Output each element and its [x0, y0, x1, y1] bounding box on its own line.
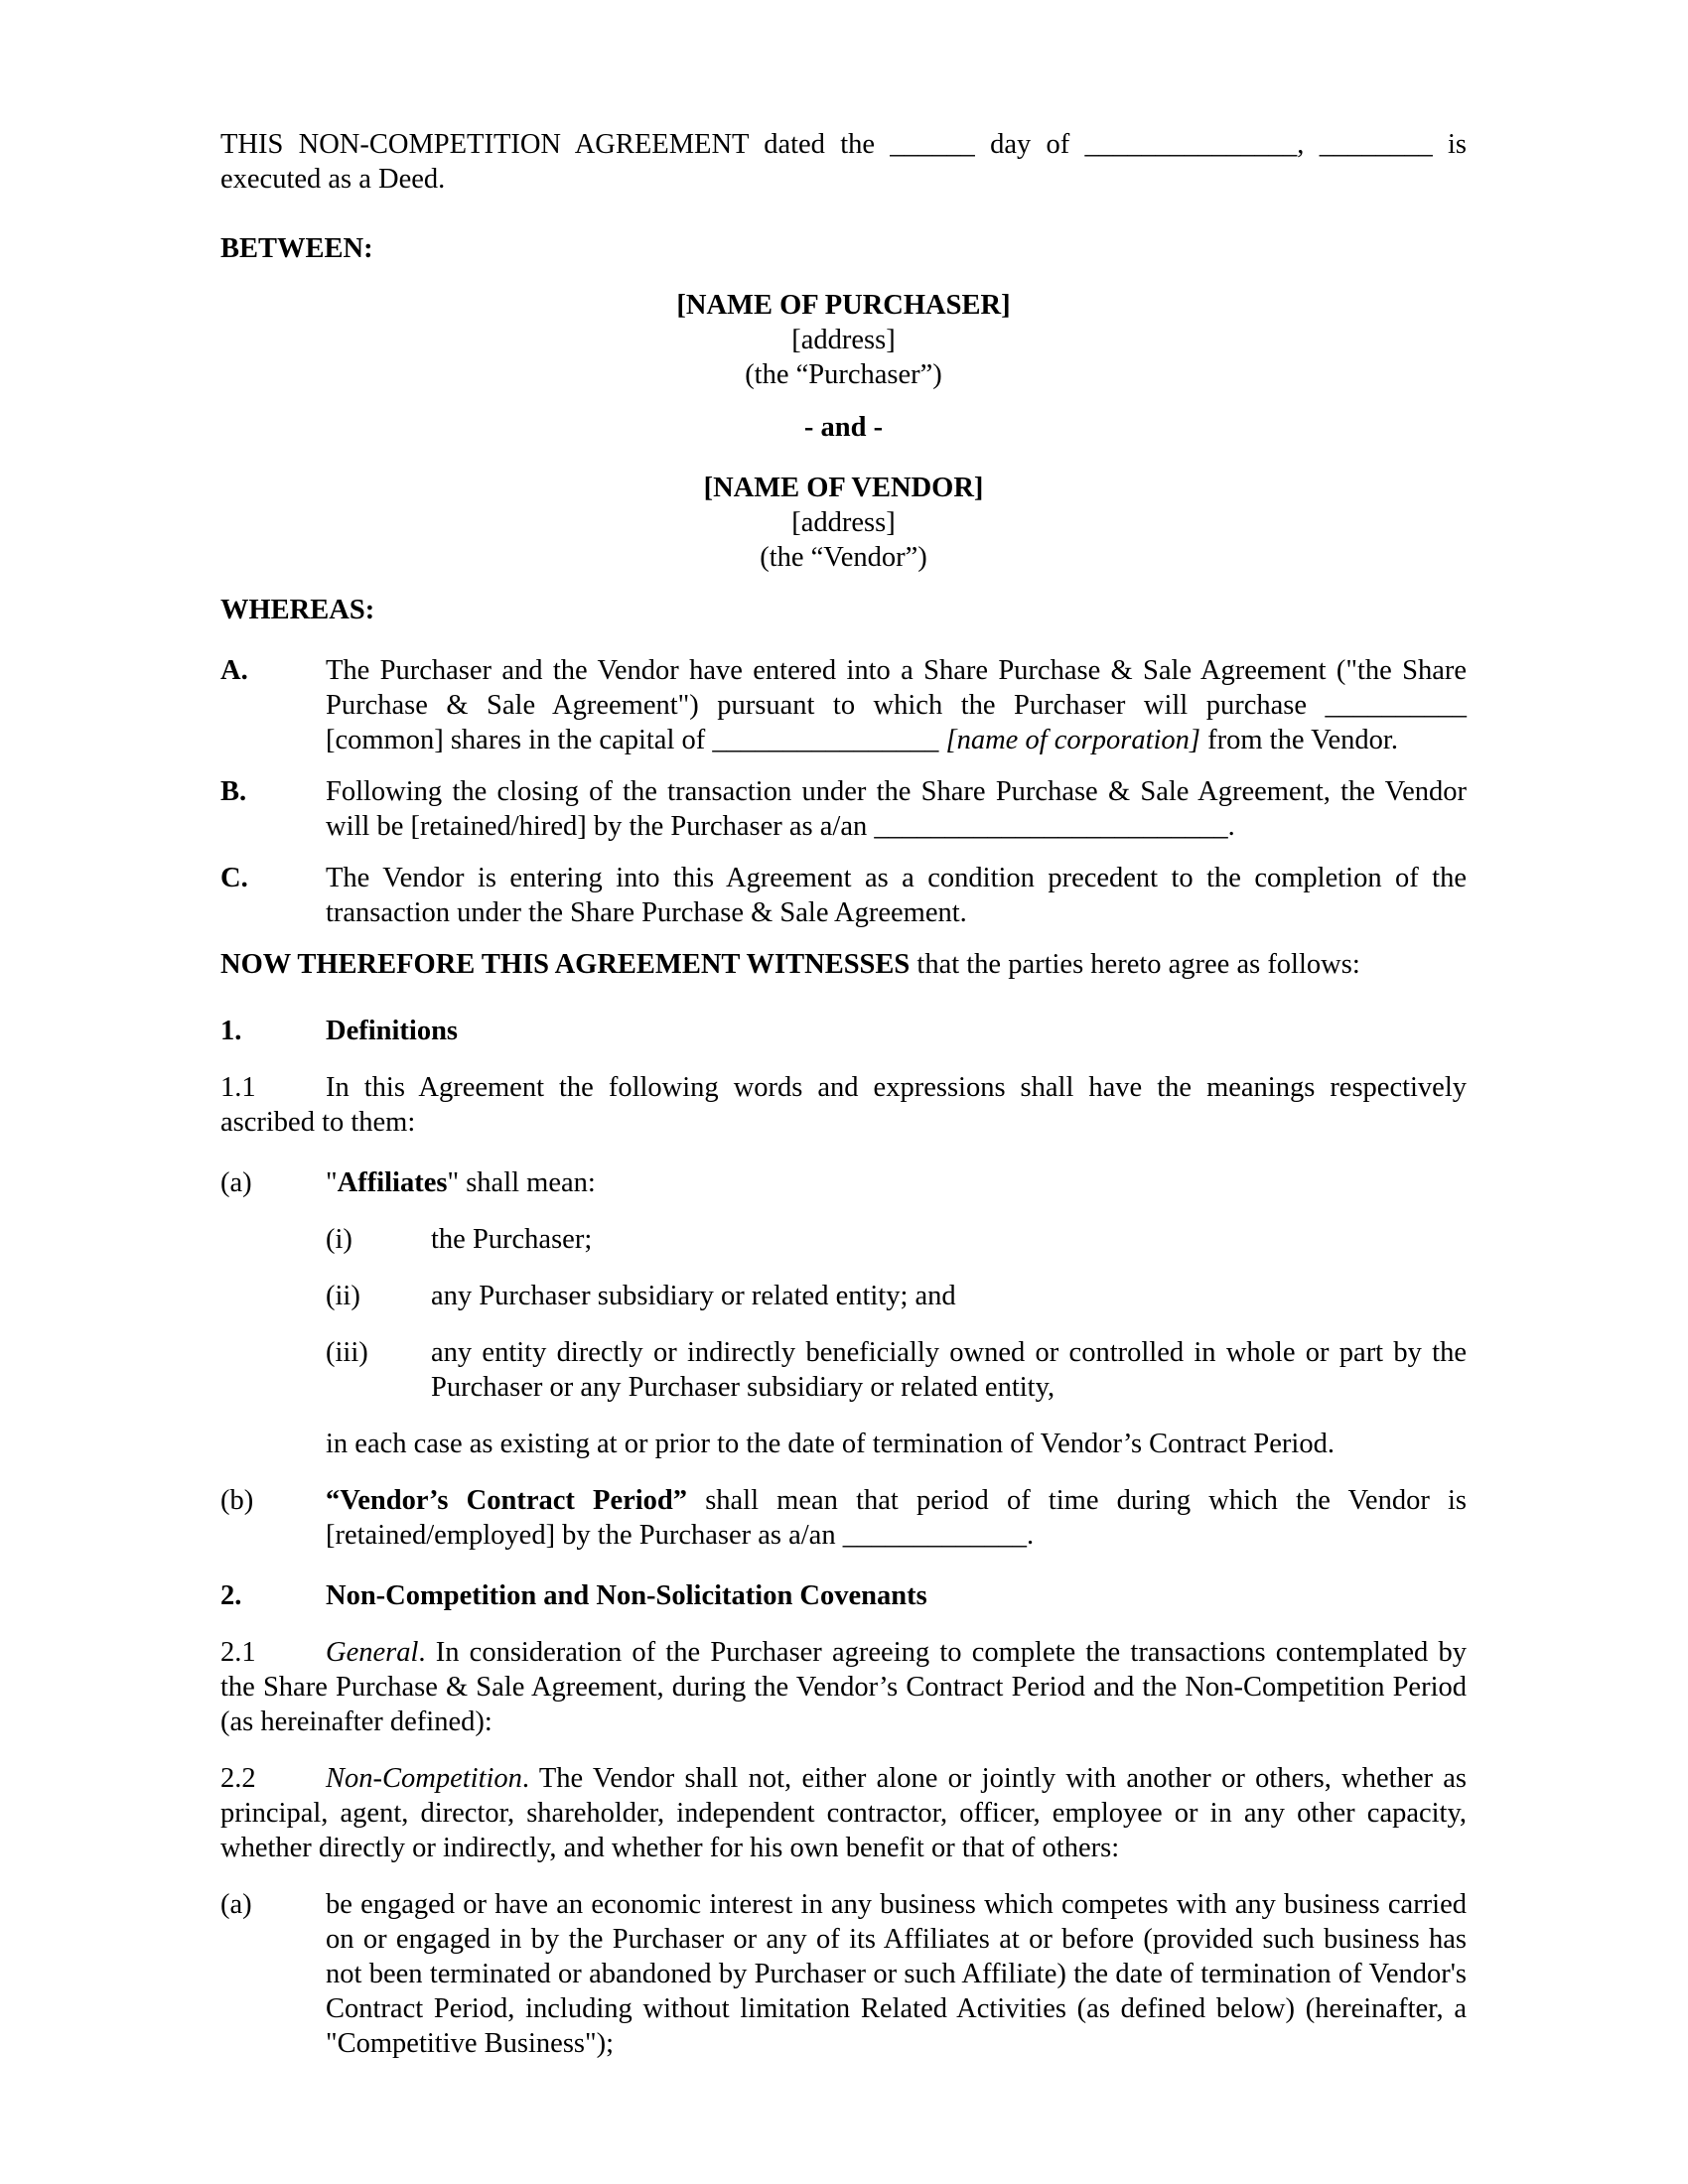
clause-1-1-a-i: [220, 1222, 1467, 1257]
title-paragraph-text: THIS NON-COMPETITION AGREEMENT dated the ______ day of _______________, ________ is executed as a Deed.: [220, 129, 1467, 195]
clause-1-1-b-label: (b): [220, 1485, 254, 1516]
clause-1-1-number: 1.1: [220, 1072, 256, 1103]
purchaser-address: [220, 323, 1467, 357]
clause-1-1-b-text: “Vendor’s Contract Period” shall mean that period of time during which the Vendor is [retained/employed] by the Purchaser as a/an _____________.: [326, 1485, 1467, 1551]
vendor-name-text: [NAME OF VENDOR]: [703, 473, 984, 503]
section-2-title: Non-Competition and Non-Solicitation Covenants: [326, 1580, 927, 1611]
recital-a-text: The Purchaser and the Vendor have entered into a Share Purchase & Sale Agreement ("the Share Purchase & Sale Agreement") pursuant to which the Purchaser will purchase __________ [common] shares in the capital of ________________ [name of corporation] from the Vendor.: [326, 655, 1467, 755]
recital-c: [220, 861, 1467, 930]
clause-2-1-number: 2.1: [220, 1637, 256, 1668]
clause-2-2-a: [220, 1887, 1467, 2061]
recital-c-text: The Vendor is entering into this Agreement as a condition precedent to the completion of the transaction under the Share Purchase & Sale Agreement.: [326, 863, 1467, 928]
clause-1-1-a: [220, 1165, 1467, 1200]
clause-1-1-a-iii: [220, 1335, 1467, 1405]
clause-1-1-a-ii: [220, 1279, 1467, 1313]
whereas-heading: [220, 593, 1467, 627]
clause-1-1-a-tail-text: in each case as existing at or prior to the date of termination of Vendor’s Contract Period.: [326, 1429, 1335, 1459]
purchaser-alias-text: (the “Purchaser”): [745, 359, 942, 390]
clause-1-1-a-iii-text: any entity directly or indirectly beneficially owned or controlled in whole or part by the Purchaser or any Purchaser subsidiary or related entity,: [431, 1337, 1467, 1403]
section-2-heading: [220, 1578, 1467, 1613]
purchaser-alias: [220, 357, 1467, 392]
clause-1-1-text: In this Agreement the following words and expressions shall have the meanings respectively ascribed to them:: [220, 1072, 1467, 1138]
clause-1-1-a-ii-label: (ii): [326, 1281, 360, 1311]
clause-1-1-a-label: (a): [220, 1167, 252, 1198]
clause-1-1-a-i-label: (i): [326, 1224, 352, 1255]
clause-2-2-a-text: be engaged or have an economic interest in any business which competes with any business carried on or engaged in by the Purchaser or any of its Affiliates at or before (provided such business has not been terminated or abandoned by Purchaser or such Affiliate) the date of termination of Vendor's Contract Period, including without limitation Related Activities (as defined below) (hereinafter, a "Competitive Business");: [326, 1889, 1467, 2059]
whereas-heading-text: WHEREAS:: [220, 595, 375, 625]
clause-2-1: [220, 1635, 1467, 1739]
section-1-title: Definitions: [326, 1016, 459, 1046]
clause-2-2-number: 2.2: [220, 1763, 256, 1794]
between-heading-text: BETWEEN:: [220, 233, 373, 264]
recital-b-label: B.: [220, 776, 247, 807]
vendor-name: [220, 471, 1467, 505]
clause-2-1-text: General. In consideration of the Purchaser agreeing to complete the transactions contemplated by the Share Purchase & Sale Agreement, during the Vendor’s Contract Period and the Non-Competition Period (as hereinafter defined):: [220, 1637, 1467, 1737]
clause-2-2: [220, 1761, 1467, 1865]
vendor-address: [220, 505, 1467, 540]
purchaser-name: [220, 288, 1467, 323]
section-2-number: 2.: [220, 1580, 242, 1611]
vendor-alias-text: (the “Vendor”): [760, 542, 927, 573]
clause-2-2-a-label: (a): [220, 1889, 252, 1920]
section-1-number: 1.: [220, 1016, 242, 1046]
now-therefore-text: NOW THEREFORE THIS AGREEMENT WITNESSES that the parties hereto agree as follows:: [220, 949, 1360, 980]
and-separator: [220, 410, 1467, 445]
recital-b: [220, 774, 1467, 844]
clause-1-1-b: [220, 1483, 1467, 1553]
clause-1-1-a-iii-label: (iii): [326, 1337, 368, 1368]
clause-1-1: [220, 1070, 1467, 1140]
between-heading: [220, 231, 1467, 266]
recital-a: [220, 653, 1467, 757]
recital-a-label: A.: [220, 655, 248, 686]
vendor-address-text: [address]: [791, 507, 896, 538]
clause-1-1-a-i-text: the Purchaser;: [431, 1224, 593, 1255]
recital-c-label: C.: [220, 863, 248, 893]
section-1-heading: [220, 1014, 1467, 1048]
and-separator-text: - and -: [803, 412, 884, 443]
purchaser-address-text: [address]: [791, 325, 896, 355]
clause-1-1-a-text: "Affiliates" shall mean:: [326, 1167, 596, 1198]
clause-2-2-text: Non-Competition. The Vendor shall not, either alone or jointly with another or others, whether as principal, agent, director, shareholder, independent contractor, officer, employee or in any other capacity, whether directly or indirectly, and whether for his own benefit or that of others:: [220, 1763, 1467, 1863]
title-paragraph: [220, 127, 1467, 197]
recital-b-text: Following the closing of the transaction under the Share Purchase & Sale Agreement, the Vendor will be [retained/hired] by the Purchaser as a/an _________________________.: [326, 776, 1467, 842]
vendor-alias: [220, 540, 1467, 575]
purchaser-name-text: [NAME OF PURCHASER]: [676, 290, 1011, 321]
now-therefore-paragraph: [220, 947, 1467, 982]
clause-1-1-a-tail: [220, 1427, 1467, 1461]
clause-1-1-a-ii-text: any Purchaser subsidiary or related entity; and: [431, 1281, 956, 1311]
